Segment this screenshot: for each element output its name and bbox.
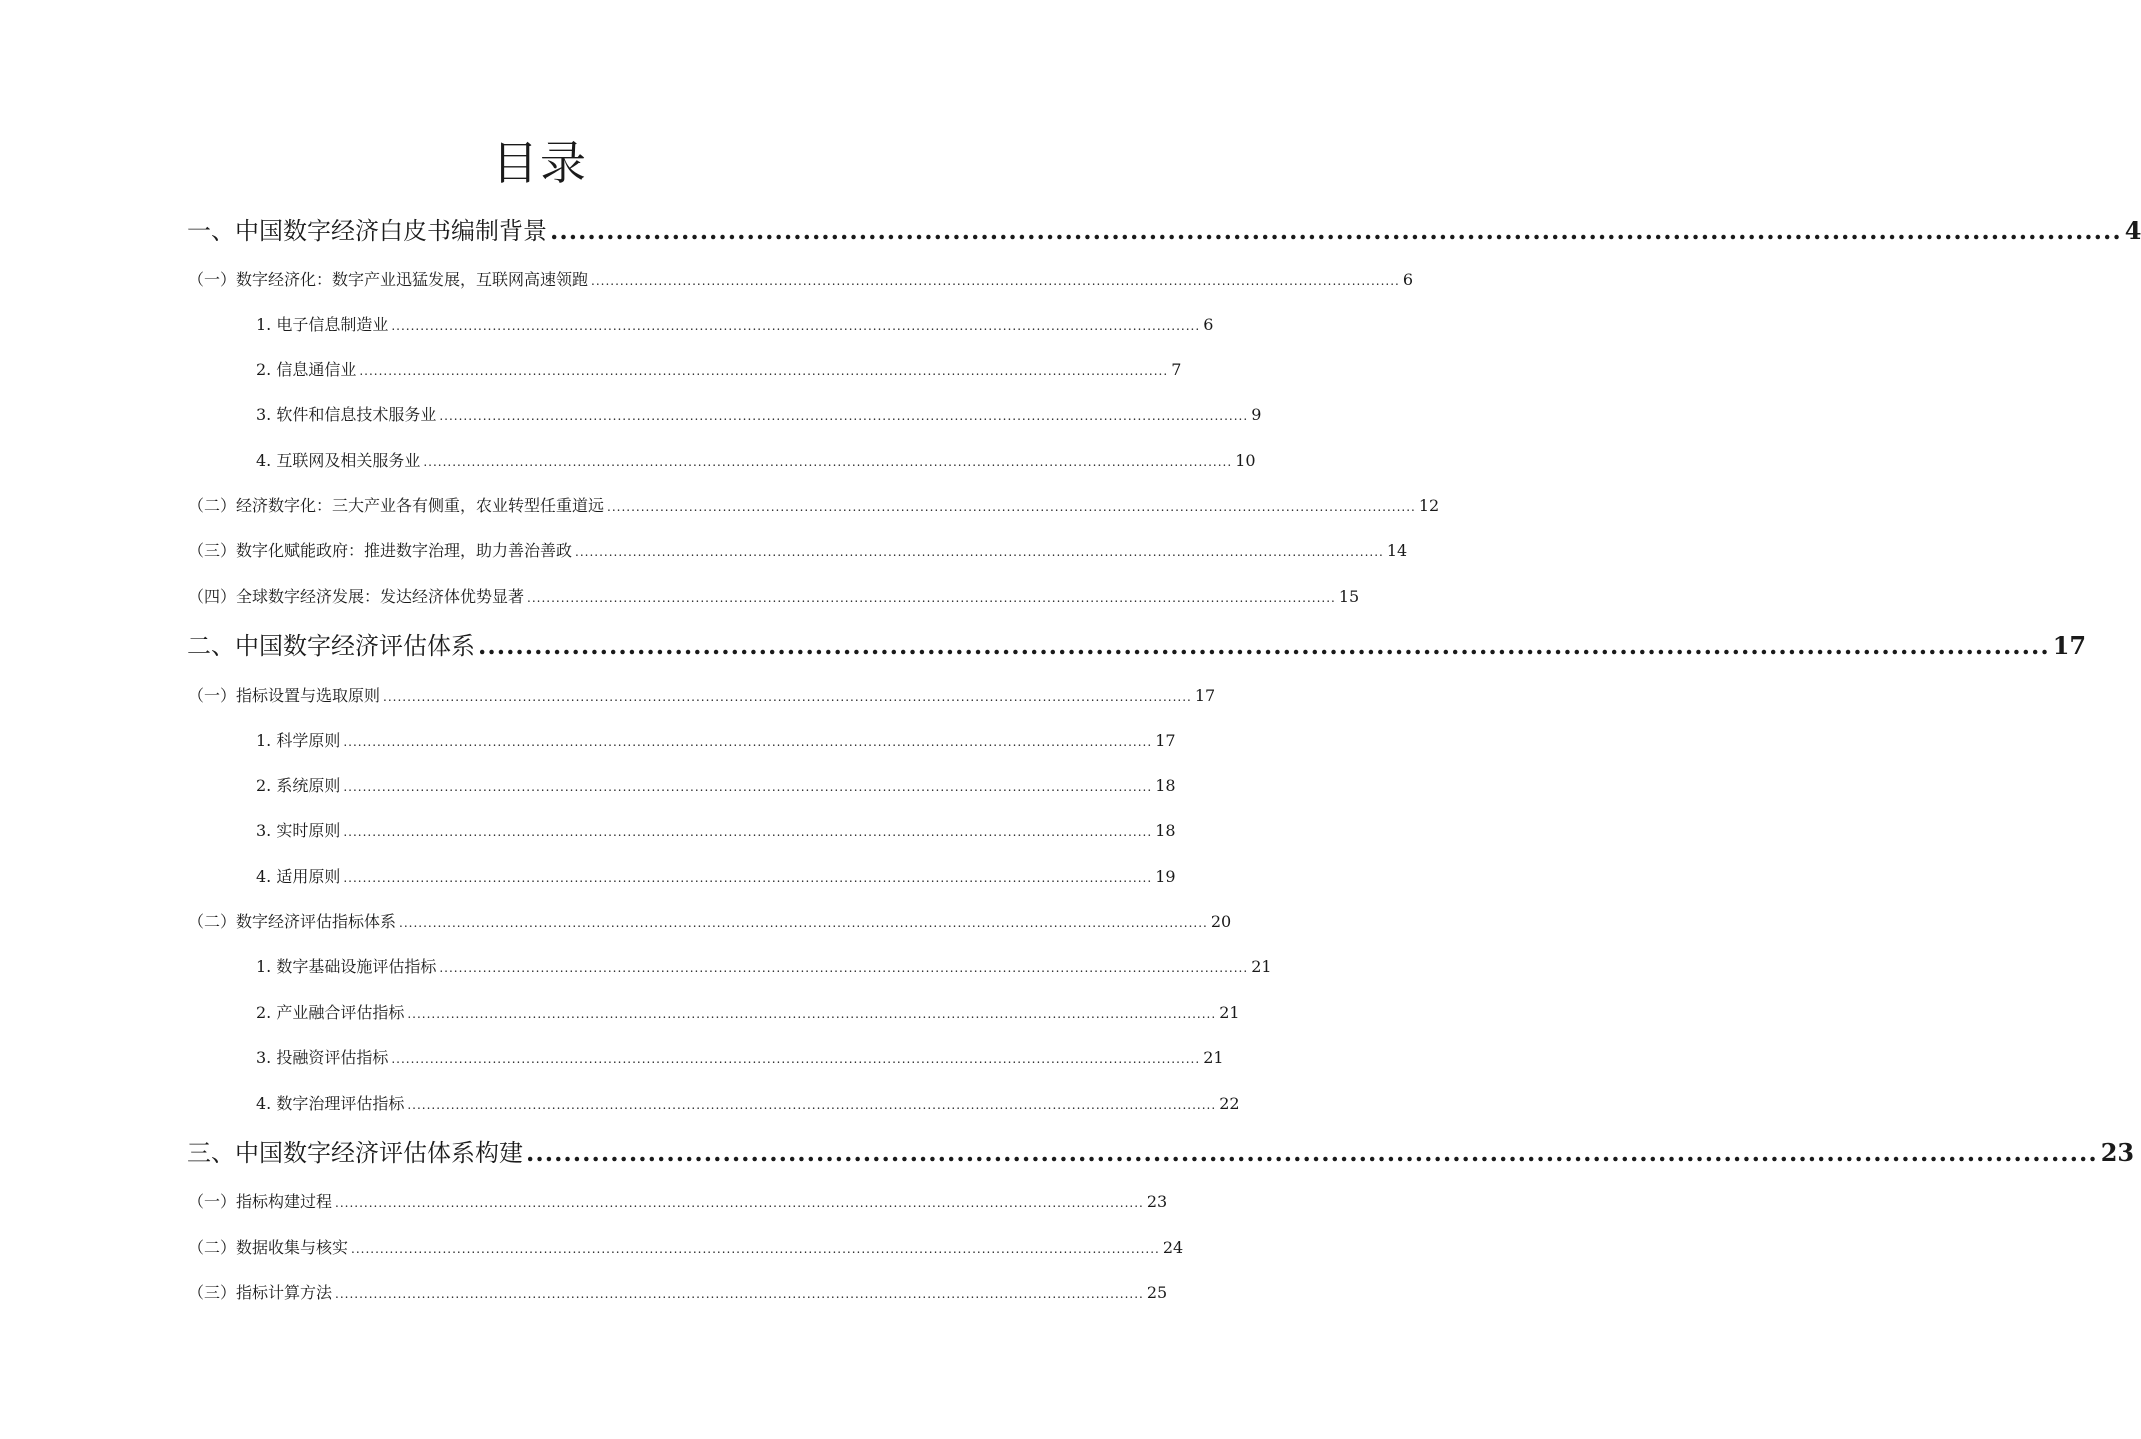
toc-entry-label: 1. 数字基础设施评估指标 xyxy=(256,957,437,976)
toc-leader: ........................................................................................................................................................................ xyxy=(351,1242,1160,1256)
toc-entry-page: 17 xyxy=(2052,631,2087,660)
toc-leader: ........................................................................................................................................................................ xyxy=(607,500,1416,514)
toc-leader: ........................................................................................................................................................................ xyxy=(391,1052,1201,1066)
toc-entry-label: 4. 数字治理评估指标 xyxy=(256,1094,405,1113)
toc-entry-page: 24 xyxy=(1162,1238,1184,1257)
toc-entry-page: 23 xyxy=(2100,1138,2135,1167)
toc-row[interactable] xyxy=(187,630,2087,662)
toc-row[interactable] xyxy=(256,449,1256,473)
toc-row[interactable] xyxy=(256,313,1214,337)
toc-entry-page: 21 xyxy=(1203,1048,1224,1067)
toc-entry-label: （一）指标构建过程 xyxy=(188,1192,333,1211)
toc-entry-label: 4. 适用原则 xyxy=(256,867,341,886)
toc-row[interactable] xyxy=(256,865,1176,889)
toc-entry-label: （二）经济数字化：三大产业各有侧重，农业转型任重道远 xyxy=(188,496,605,515)
toc-entry-page: 9 xyxy=(1251,405,1262,424)
toc-row[interactable] xyxy=(188,268,1414,292)
toc-entry-page: 7 xyxy=(1171,360,1182,379)
toc-entry-label: （四）全球数字经济发展：发达经济体优势显著 xyxy=(188,587,525,606)
page-title: 目录 xyxy=(492,136,588,190)
toc-row[interactable] xyxy=(256,774,1176,798)
toc-entry-label: （二）数字经济评估指标体系 xyxy=(188,912,397,931)
toc-entry-label: （二）数据收集与核实 xyxy=(188,1238,349,1257)
toc-entry-label: 3. 实时原则 xyxy=(256,821,341,840)
toc-row[interactable] xyxy=(188,1281,1168,1305)
toc-row[interactable] xyxy=(188,494,1440,518)
toc-row[interactable] xyxy=(187,1137,2135,1169)
toc-leader: ........................................................................................................................................................................ xyxy=(550,216,2122,245)
toc-entry-page: 25 xyxy=(1146,1283,1168,1302)
toc-leader: ........................................................................................................................................................................ xyxy=(343,735,1153,749)
toc-leader: ........................................................................................................................................................................ xyxy=(526,1138,2098,1167)
toc-leader: ........................................................................................................................................................................ xyxy=(527,591,1336,605)
toc-leader: ........................................................................................................................................................................ xyxy=(478,631,2050,660)
toc-leader: ........................................................................................................................................................................ xyxy=(591,274,1400,288)
toc-leader: ........................................................................................................................................................................ xyxy=(335,1196,1144,1210)
toc-entry-page: 14 xyxy=(1386,541,1408,560)
toc-entry-page: 6 xyxy=(1203,315,1214,334)
toc-entry-page: 22 xyxy=(1219,1094,1240,1113)
toc-entry-page: 6 xyxy=(1402,270,1414,289)
toc-row[interactable] xyxy=(188,585,1360,609)
toc-row[interactable] xyxy=(188,910,1232,934)
toc-row[interactable] xyxy=(188,539,1408,563)
toc-entry-page: 19 xyxy=(1155,867,1176,886)
toc-row[interactable] xyxy=(256,1046,1224,1070)
toc-leader: ........................................................................................................................................................................ xyxy=(359,364,1169,378)
toc-leader: ........................................................................................................................................................................ xyxy=(343,780,1153,794)
toc-entry-page: 18 xyxy=(1155,821,1176,840)
toc-leader: ........................................................................................................................................................................ xyxy=(575,545,1384,559)
toc-entry-page: 18 xyxy=(1155,776,1176,795)
toc-entry-label: 1. 科学原则 xyxy=(256,731,341,750)
toc-row[interactable] xyxy=(188,1190,1168,1214)
toc-leader: ........................................................................................................................................................................ xyxy=(343,871,1153,885)
toc-entry-page: 23 xyxy=(1146,1192,1168,1211)
toc-entry-page: 12 xyxy=(1418,496,1440,515)
toc-row[interactable] xyxy=(256,1001,1240,1025)
toc-entry-page: 10 xyxy=(1235,451,1256,470)
toc-row[interactable] xyxy=(188,684,1216,708)
toc-row[interactable] xyxy=(256,729,1176,753)
toc-leader: ........................................................................................................................................................................ xyxy=(407,1007,1217,1021)
toc-leader: ........................................................................................................................................................................ xyxy=(343,825,1153,839)
toc-row[interactable] xyxy=(256,403,1262,427)
toc-entry-label: 三、中国数字经济评估体系构建 xyxy=(187,1139,523,1167)
toc-entry-label: 3. 软件和信息技术服务业 xyxy=(256,405,437,424)
toc-entry-page: 15 xyxy=(1338,587,1360,606)
toc-row[interactable] xyxy=(256,1092,1240,1116)
toc-row[interactable] xyxy=(187,215,2141,247)
toc-entry-page: 20 xyxy=(1210,912,1232,931)
toc-entry-label: 4. 互联网及相关服务业 xyxy=(256,451,421,470)
toc-leader: ........................................................................................................................................................................ xyxy=(399,916,1208,930)
toc-row[interactable] xyxy=(256,358,1182,382)
toc-entry-label: 1. 电子信息制造业 xyxy=(256,315,389,334)
toc-row[interactable] xyxy=(256,955,1272,979)
toc-leader: ........................................................................................................................................................................ xyxy=(439,409,1249,423)
toc-entry-label: 二、中国数字经济评估体系 xyxy=(187,632,475,660)
toc-entry-page: 17 xyxy=(1155,731,1176,750)
toc-leader: ........................................................................................................................................................................ xyxy=(407,1098,1217,1112)
toc-entry-label: 2. 信息通信业 xyxy=(256,360,357,379)
toc-entry-page: 4 xyxy=(2124,216,2141,245)
toc-leader: ........................................................................................................................................................................ xyxy=(391,319,1201,333)
toc-entry-page: 21 xyxy=(1251,957,1272,976)
toc-entry-label: （一）数字经济化：数字产业迅猛发展，互联网高速领跑 xyxy=(188,270,589,289)
toc-entry-page: 21 xyxy=(1219,1003,1240,1022)
toc-entry-label: （三）指标计算方法 xyxy=(188,1283,333,1302)
toc-entry-label: 3. 投融资评估指标 xyxy=(256,1048,389,1067)
toc-entry-label: 2. 产业融合评估指标 xyxy=(256,1003,405,1022)
toc-entry-label: 一、中国数字经济白皮书编制背景 xyxy=(187,217,547,245)
toc-leader: ........................................................................................................................................................................ xyxy=(423,455,1233,469)
toc-entry-page: 17 xyxy=(1194,686,1216,705)
toc-row[interactable] xyxy=(256,819,1176,843)
toc-entry-label: （一）指标设置与选取原则 xyxy=(188,686,381,705)
toc-leader: ........................................................................................................................................................................ xyxy=(335,1287,1144,1301)
toc-leader: ........................................................................................................................................................................ xyxy=(439,961,1249,975)
toc-leader: ........................................................................................................................................................................ xyxy=(383,690,1192,704)
toc-row[interactable] xyxy=(188,1236,1184,1260)
toc-entry-label: （三）数字化赋能政府：推进数字治理，助力善治善政 xyxy=(188,541,573,560)
toc-entry-label: 2. 系统原则 xyxy=(256,776,341,795)
